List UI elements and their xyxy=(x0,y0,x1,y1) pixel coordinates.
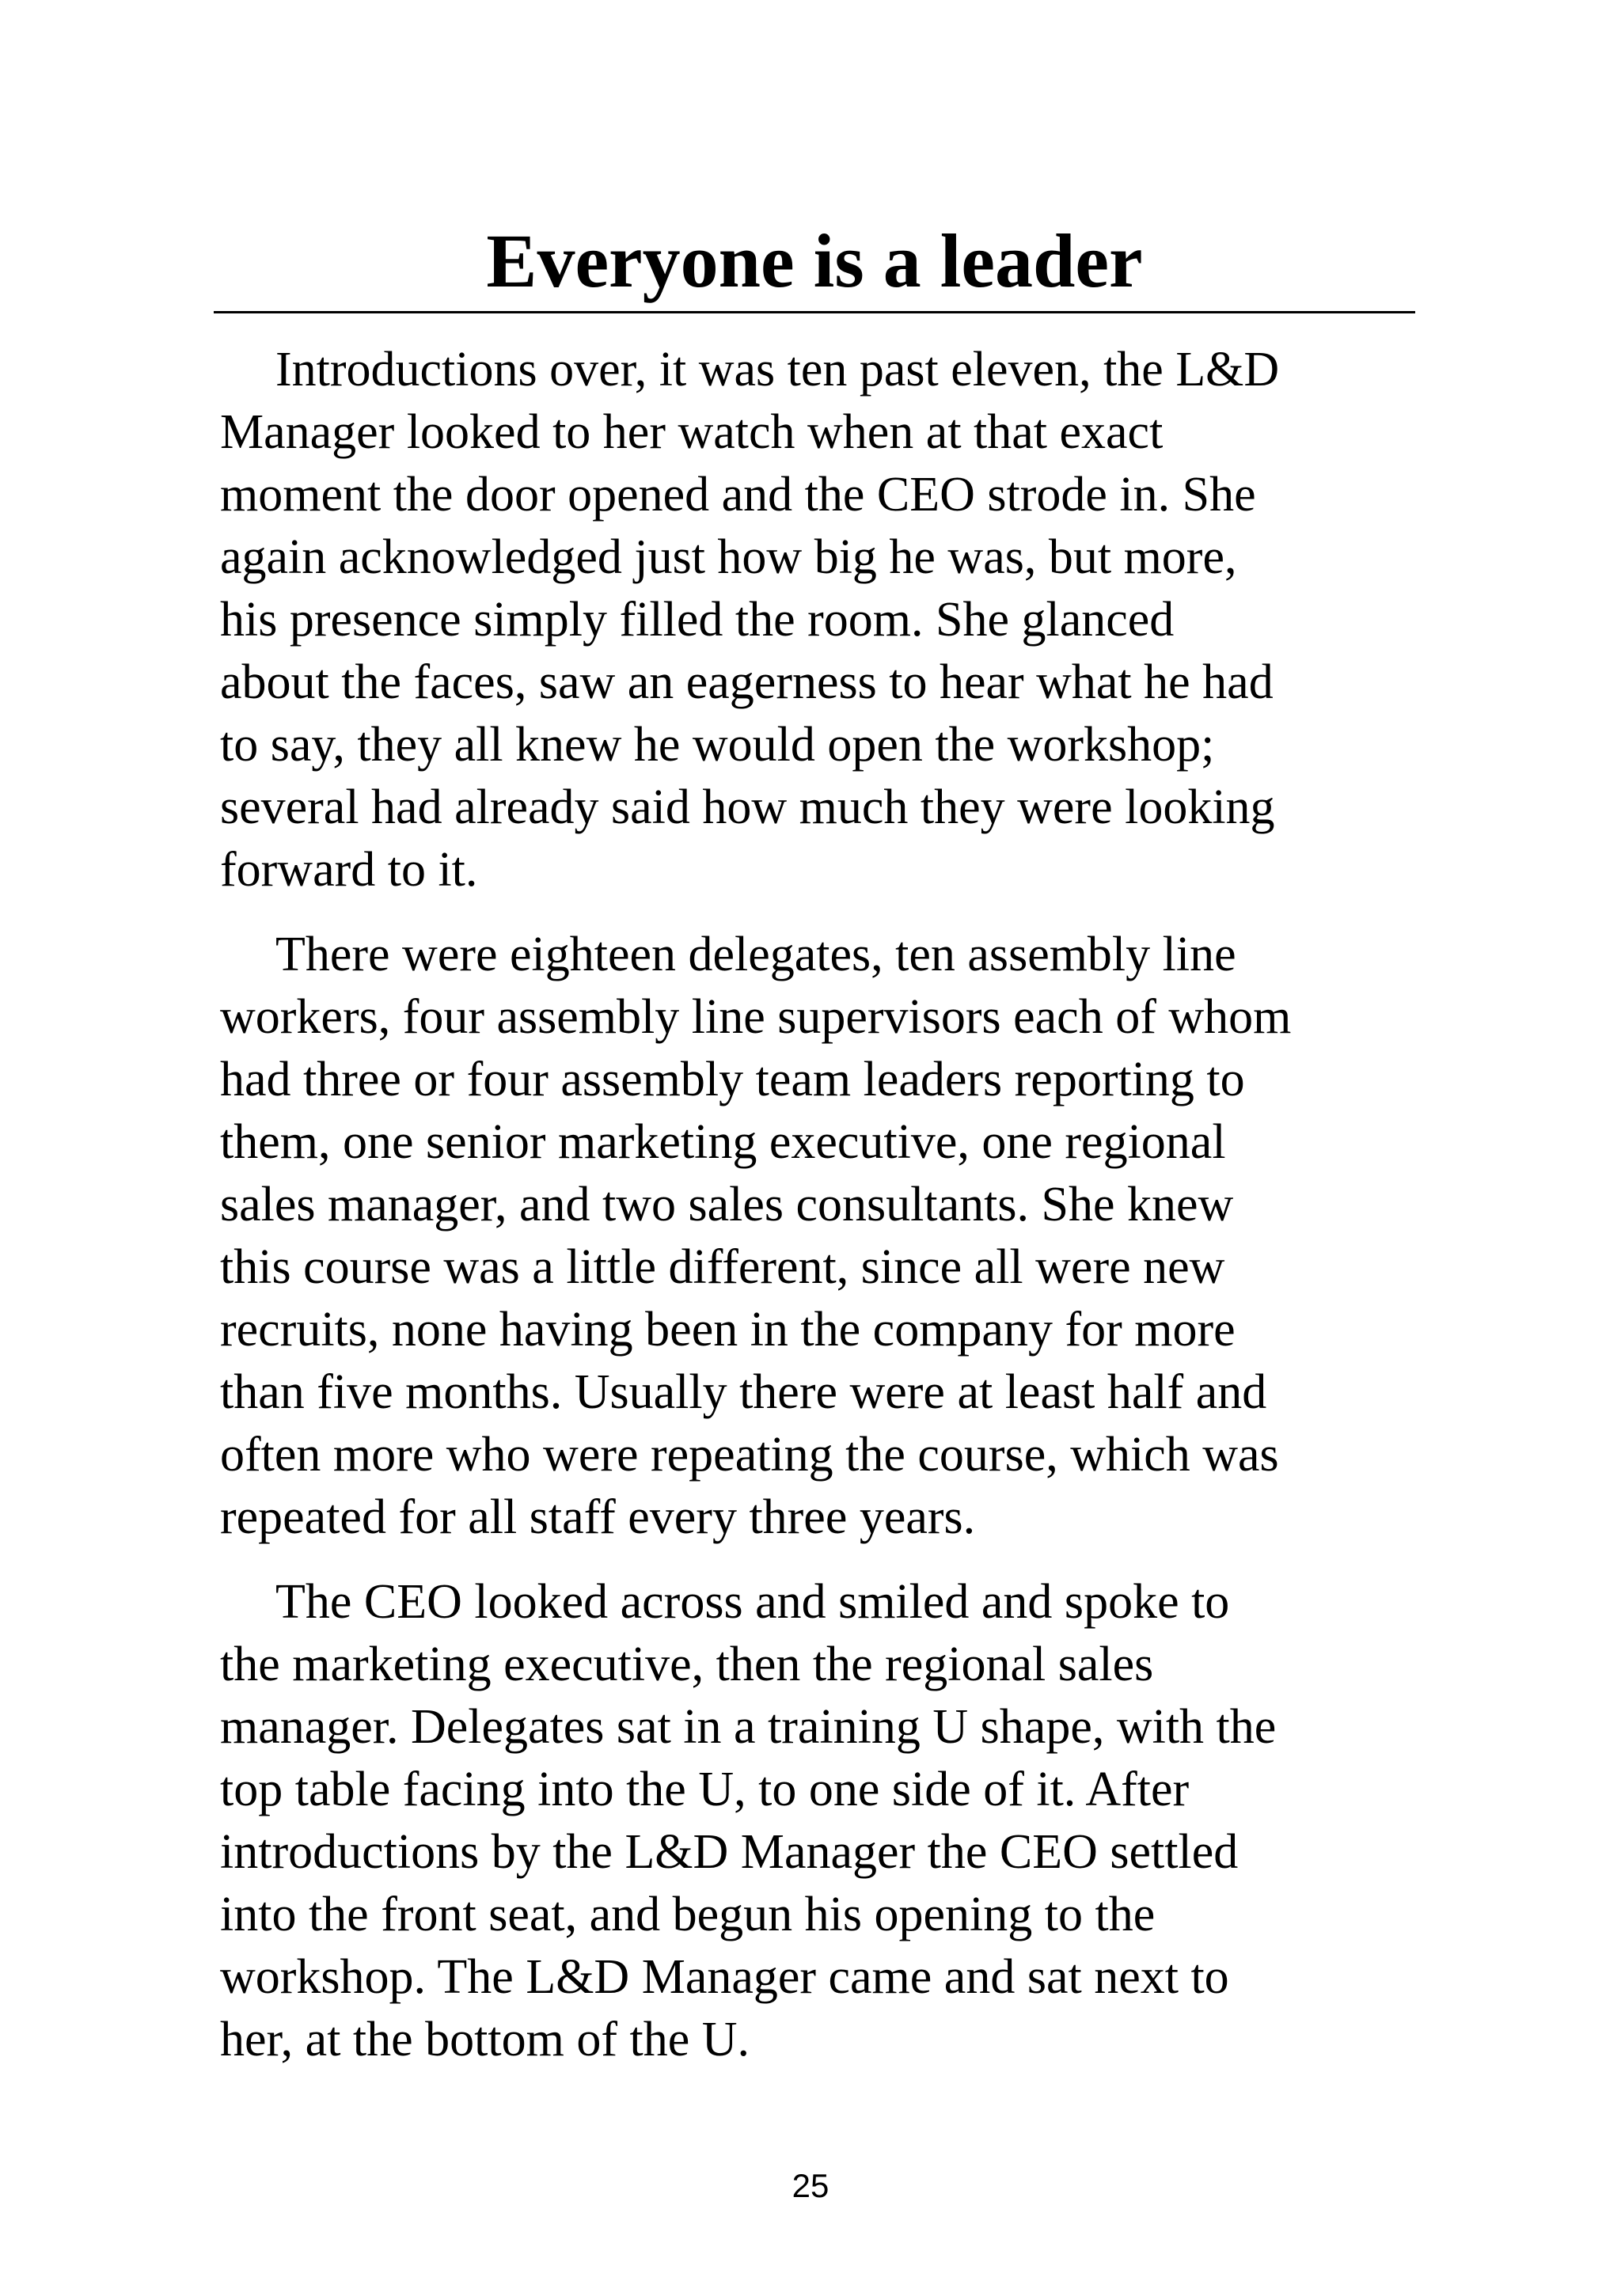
text-line: Manager looked to her watch when at that exact xyxy=(220,405,1164,459)
text-line: several had already said how much they were looking xyxy=(220,780,1275,834)
text-line: often more who were repeating the course, which was xyxy=(220,1428,1279,1482)
text-line: sales manager, and two sales consultants. She knew xyxy=(220,1178,1234,1231)
text-line: into the front seat, and begun his opening to the xyxy=(220,1888,1156,1941)
text-line: moment the door opened and the CEO strode in. She xyxy=(220,468,1256,522)
text-line: again acknowledged just how big he was, but more, xyxy=(220,530,1237,584)
text-line: than five months. Usually there were at least half and xyxy=(220,1365,1267,1419)
text-line: her, at the bottom of the U. xyxy=(220,2013,750,2066)
chapter-body xyxy=(220,339,1423,2093)
paragraph-2 xyxy=(220,924,1423,1549)
text-line: workshop. The L&D Manager came and sat next to xyxy=(220,1950,1229,2004)
paragraph-1 xyxy=(220,339,1423,901)
text-line: The CEO looked across and smiled and spoke to xyxy=(275,1575,1230,1629)
text-line: top table facing into the U, to one side of it. After xyxy=(220,1763,1190,1816)
text-line: this course was a little different, since all were new xyxy=(220,1240,1225,1294)
text-line: about the faces, saw an eagerness to hear what he had xyxy=(220,655,1274,709)
text-line: them, one senior marketing executive, one regional xyxy=(220,1115,1226,1169)
text-line: forward to it. xyxy=(220,843,478,897)
text-line: There were eighteen delegates, ten assembly line xyxy=(275,928,1236,981)
text-line: workers, four assembly line supervisors each of whom xyxy=(220,990,1292,1044)
paragraph-3 xyxy=(220,1571,1423,2071)
chapter-title: Everyone is a leader xyxy=(486,218,1143,303)
title-divider xyxy=(214,311,1415,313)
text-line: introductions by the L&D Manager the CEO settled xyxy=(220,1825,1239,1879)
page-number: 25 xyxy=(792,2167,829,2204)
text-line: had three or four assembly team leaders reporting to xyxy=(220,1053,1245,1106)
text-line: the marketing executive, then the regional sales xyxy=(220,1638,1154,1691)
text-line: his presence simply filled the room. She glanced xyxy=(220,593,1175,647)
text-line: to say, they all knew he would open the workshop; xyxy=(220,718,1215,772)
text-line: recruits, none having been in the company for more xyxy=(220,1303,1236,1357)
text-line: Introductions over, it was ten past eleven, the L&D xyxy=(275,343,1280,397)
text-line: repeated for all staff every three years. xyxy=(220,1490,976,1544)
text-line: manager. Delegates sat in a training U shape, with the xyxy=(220,1700,1277,1754)
